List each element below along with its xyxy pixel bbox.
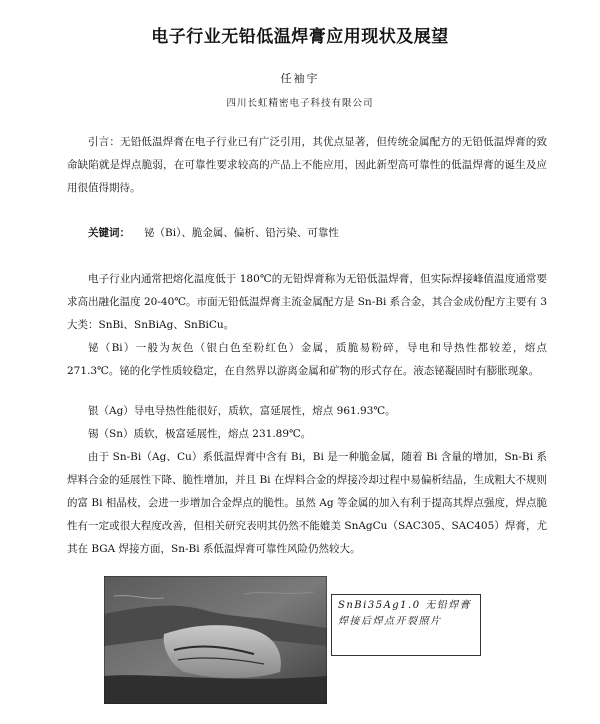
paper-title: 电子行业无铅低温焊膏应用现状及展望 [151,27,449,47]
abstract-paragraph [67,131,547,200]
body-paragraph-1: 电子行业内通常把熔化温度低于 180℃的无铅焊膏称为无铅低温焊膏，但实际焊接峰值温度通常要求高出融化温度 20-40℃。市面无铅低温焊膏主流金属配方是 Sn-Bi 系合金，其合金成份配方主要有 3 大类：SnBi、SnBiAg、SnBiCu。 [67,273,547,331]
keywords-text: 铋（Bi）、脆金属、偏析、铅污染、可靠性 [144,227,339,239]
body-paragraph-3: 银（Ag）导电导热性能很好，质软，富延展性，熔点 961.93℃。 [88,405,396,417]
micrograph-illustration [104,576,327,704]
author-name: 任袖宇 [280,72,320,85]
keywords-line [88,222,558,245]
body-paragraph-2: 铋（Bi）一般为灰色（银白色至粉红色）金属，质脆易粉碎，导电和导热性都较差，熔点 271.3℃。铋的化学性质较稳定，在自然界以游离金属和矿物的形式存在。液态铋凝固时有膨胀现象。 [67,342,547,377]
body-paragraph-5: 由于 Sn-Bi（Ag、Cu）系低温焊膏中含有 Bi，Bi 是一种脆金属，随着 Bi 含量的增加，Sn-Bi 系焊料合金的延展性下降、脆性增加，并且 Bi 在焊料合金的焊接冷却过程中易偏析结晶，生成粗大不规则的富 Bi 相晶枝，会进一步增加合金焊点的脆性。虽然 Ag 等金属的加入有利于提高其焊点强度，焊点脆性有一定或很大程度改善，但相关研究表明其仍然不能媲美 SnAgCu（SAC305、SAC405）焊膏，尤其在 BGA 焊接方面，Sn-Bi 系低温焊膏可靠性风险仍然较大。 [67,451,547,555]
solder-joint-crack-photo [104,576,327,704]
figure-caption: SnBi35Ag1.0 无铅焊膏焊接后焊点开裂照片 [331,594,481,656]
affiliation: 四川长虹精密电子科技有限公司 [226,98,374,109]
keywords-label: 关键词： [88,227,130,239]
body-paragraph-4: 锡（Sn）质软，极富延展性，熔点 231.89℃。 [88,428,312,440]
abstract-label: 引言： [88,136,121,148]
abstract-text: 无铅低温焊膏在电子行业已有广泛引用，其优点显著，但传统金属配方的无铅低温焊膏的致命缺陷就是焊点脆弱，在可靠性要求较高的产品上不能应用，因此新型高可靠性的低温焊膏的诞生及应用很值得期待。 [67,136,548,194]
